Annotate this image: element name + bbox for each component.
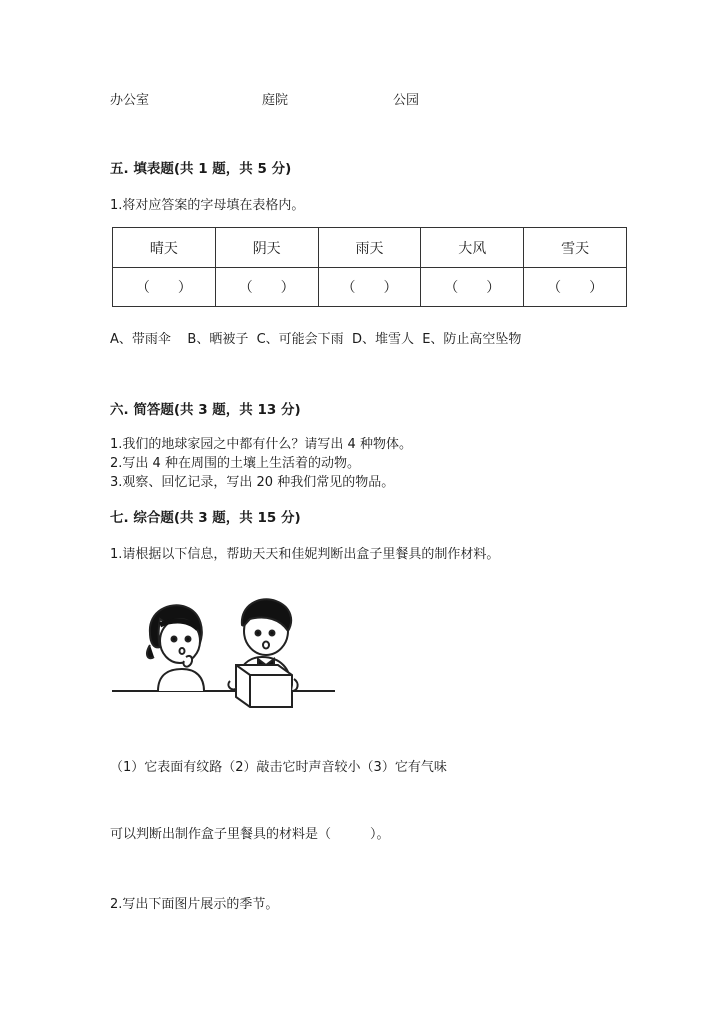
place-office: 办公室	[110, 93, 150, 108]
answer-blank[interactable]: （ ）	[524, 268, 627, 307]
section6-heading: 六. 简答题(共 3 题，共 13 分)	[110, 402, 301, 418]
answer-blank[interactable]: （ ）	[318, 268, 421, 307]
girl-figure	[147, 605, 204, 691]
answer-blank[interactable]: （ ）	[421, 268, 524, 307]
place-courtyard: 庭院	[262, 93, 289, 108]
table-header: 晴天	[113, 228, 216, 268]
answer-blank[interactable]: （ ）	[113, 268, 216, 307]
conclusion-line: 可以判断出制作盒子里餐具的材料是（ ）。	[110, 827, 390, 842]
children-with-box-illustration	[110, 595, 340, 720]
answer-blank[interactable]: （ ）	[215, 268, 318, 307]
section7-heading: 七. 综合题(共 3 题，共 15 分)	[110, 510, 301, 526]
section6-question-2: 2.写出 4 种在周围的土壤上生活着的动物。	[110, 456, 360, 471]
section7-question-1: 1.请根据以下信息，帮助天天和佳妮判断出盒子里餐具的制作材料。	[110, 547, 500, 562]
section6-question-3: 3.观察、回忆记录，写出 20 种我们常见的物品。	[110, 475, 395, 490]
answer-table	[112, 227, 627, 307]
place-park: 公园	[393, 93, 420, 108]
section6-question-1: 1.我们的地球家园之中都有什么？请写出 4 种物体。	[110, 437, 412, 452]
clues-line: （1）它表面有纹路（2）敲击它时声音较小（3）它有气味	[110, 760, 447, 775]
answer-options: A、带雨伞 B、晒被子 C、可能会下雨 D、堆雪人 E、防止高空坠物	[110, 332, 522, 347]
table-header: 阴天	[215, 228, 318, 268]
section5-question-1: 1.将对应答案的字母填在表格内。	[110, 198, 305, 213]
table-header: 大风	[421, 228, 524, 268]
boy-figure	[228, 599, 297, 707]
table-header: 雨天	[318, 228, 421, 268]
table-header: 雪天	[524, 228, 627, 268]
section7-question-2: 2.写出下面图片展示的季节。	[110, 897, 279, 912]
section5-heading: 五. 填表题(共 1 题，共 5 分)	[110, 161, 292, 177]
